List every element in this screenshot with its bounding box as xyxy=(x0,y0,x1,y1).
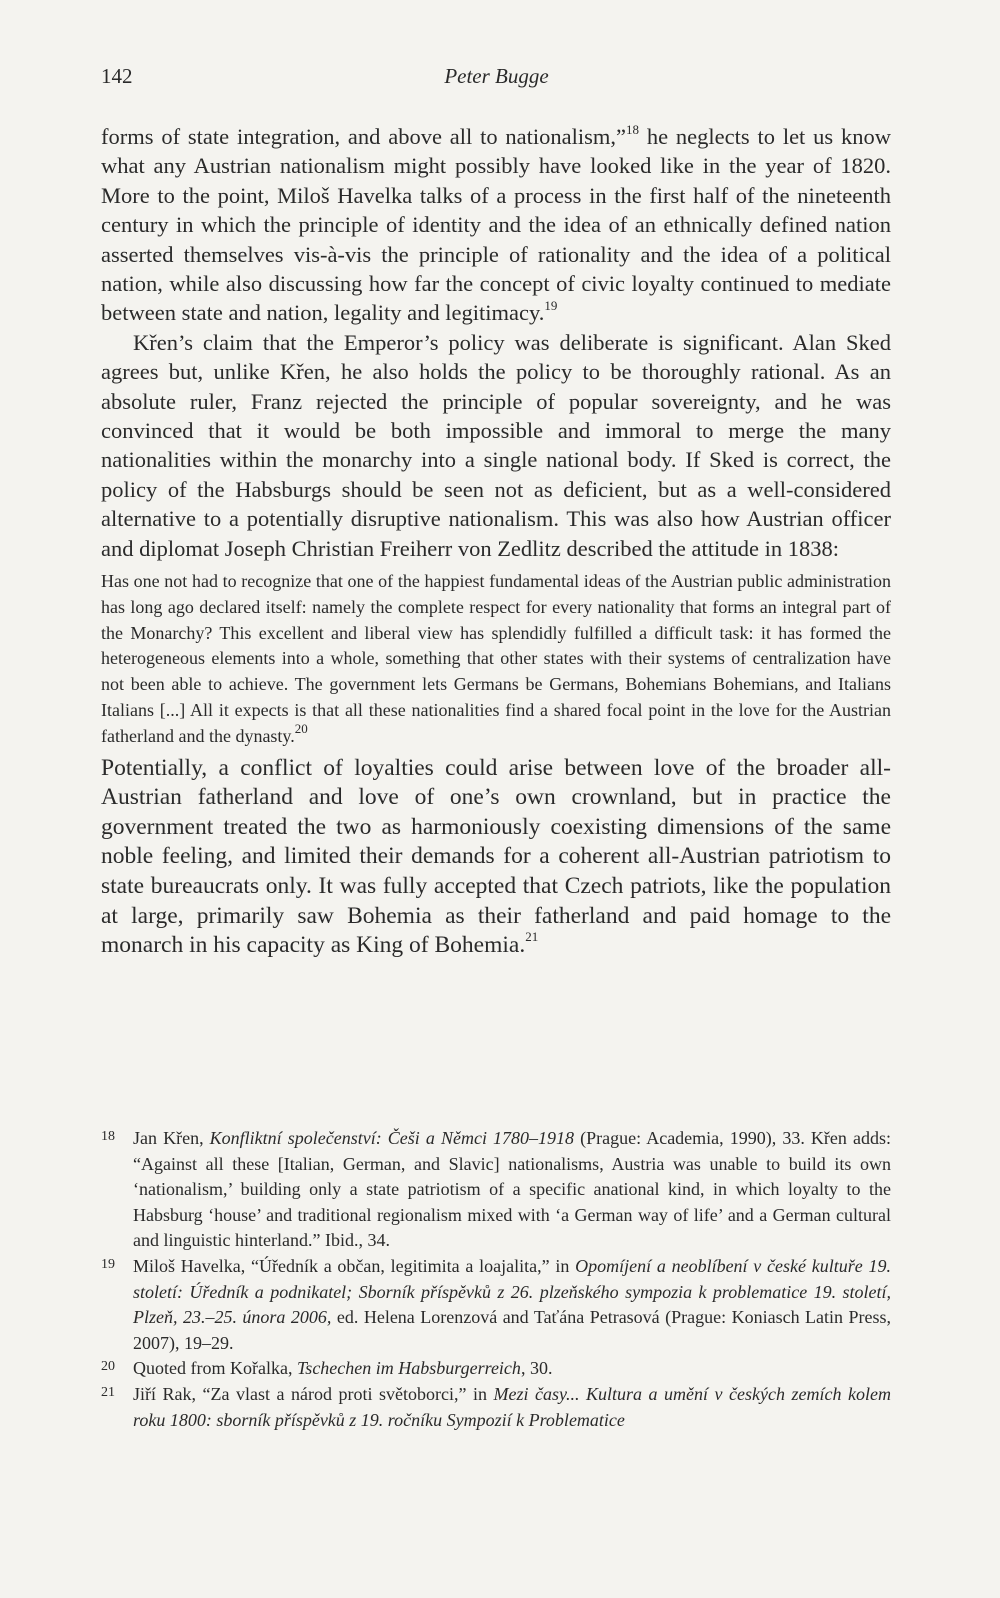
footnote: 19 Miloš Havelka, “Úředník a občan, legitimita a loajalita,” in Opomíjení a neoblíbení v české kultuře 19. století: Úředník a podnikatel; Sborník příspěvků z 26. plzeňského sympozia k problematice 19. století, Plzeň, 23.–25. února 2006, ed. Helena Lorenzová and Taťána Petrasová (Prague: Koniasch Latin Press, 2007), 19–29. xyxy=(101,1254,891,1356)
footnote-ref: 19 xyxy=(544,297,558,313)
block-quote: Has one not had to recognize that one of the happiest fundamental ideas of the Austrian public administration has long ago declared itself: namely the complete respect for every nationality that forms an integral part of the Monarchy? This excellent and liberal view has splendidly fulfilled a difficult task: it has formed the heterogeneous elements into a whole, something that other states with their systems of centralization have not been able to achieve. The government lets Germans be Germans, Bohemians Bohemians, and Italians Italians [...] All it expects is that all these nationalities find a shared focal point in the love for the Austrian fatherland and the dynasty.$^{20}$ xyxy=(101,571,891,746)
footnote-number: 20 xyxy=(101,1359,115,1375)
footnote-number: 18 xyxy=(101,1129,115,1144)
footnote-number: 19 xyxy=(101,1256,115,1272)
paragraph: Křen’s claim that the Emperor’s policy was deliberate is significant. Alan Sked agrees but, unlike Křen, he also holds the policy to be thoroughly rational. As an absolute ruler, Franz rejected the principle of popular sovereignty, and he was convinced that it would be both impossible and immoral to merge the many nationalities within the monarchy into a single national body. If Sked is correct, the policy of the Habsburgs should be seen not as deficient, but as a well-considered alternative to a potentially disruptive nationalism. This was also how Austrian officer and diplomat Joseph Christian Freiherr von Zedlitz described the attitude in 1838: xyxy=(101,329,891,561)
running-head: Peter Bugge xyxy=(444,64,549,88)
paragraph: forms of state integration, and above all to nationalism,”$^{18}$ he neglects to let us know what any Austrian nationalism might possibly have looked like in the year of 1820. More to the point, Miloš Havelka talks of a process in the first half of the nineteenth century in which the principle of identity and the idea of an ethnically defined nation asserted themselves vis-à-vis the principle of rationality and the idea of a political nation, while also discussing how far the concept of civic loyalty continued to mediate between state and nation, legality and legitimacy.$^{19}$ xyxy=(101,121,891,326)
footnote-ref: 18 xyxy=(626,121,640,137)
main-text xyxy=(101,122,891,961)
footnote: 18 Jan Křen, Konfliktní společenství: Češi a Němci 1780–1918 (Prague: Academia, 1990), 33. Křen adds: “Against all these [Italian, German, and Slavic] nationalisms, Austria was unable to build its own ‘nationalism,’ building only a state patriotism of a specific anational kind, in which loyalty to the Habsburg ‘house’ and traditional regionalism mixed with ‘a German way of life’ and a German cultural and linguistic hinterland.” Ibid., 34. xyxy=(101,1126,891,1254)
footnote: 21 Jiří Rak, “Za vlast a národ proti světoborci,” in Mezi časy... Kultura a umění v českých zemích kolem roku 1800: sborník příspěvků z 19. ročníku Sympozií k Problematice xyxy=(101,1382,891,1433)
paragraph: Potentially, a conflict of loyalties could arise between love of the broader all-Austrian fatherland and love of one’s own crownland, but in practice the government treated the two as harmoniously coexisting dimensions of the same noble feeling, and limited their demands for a coherent all-Austrian patriotism to state bureaucrats only. It was fully accepted that Czech patriots, like the population at large, primarily saw Bohemia as their fatherland and paid homage to the monarch in his capacity as King of Bohemia.$^{21}$ xyxy=(101,754,891,959)
footnote-ref: 21 xyxy=(525,929,539,945)
footnotes xyxy=(101,1126,891,1433)
footnote: 20 Quoted from Kořalka, Tschechen im Habsburgerreich, 30. xyxy=(101,1356,891,1382)
footnote-ref: 20 xyxy=(294,720,308,736)
footnote-number: 21 xyxy=(101,1384,115,1400)
page-number: 142 xyxy=(101,64,133,88)
page-header xyxy=(101,64,892,94)
